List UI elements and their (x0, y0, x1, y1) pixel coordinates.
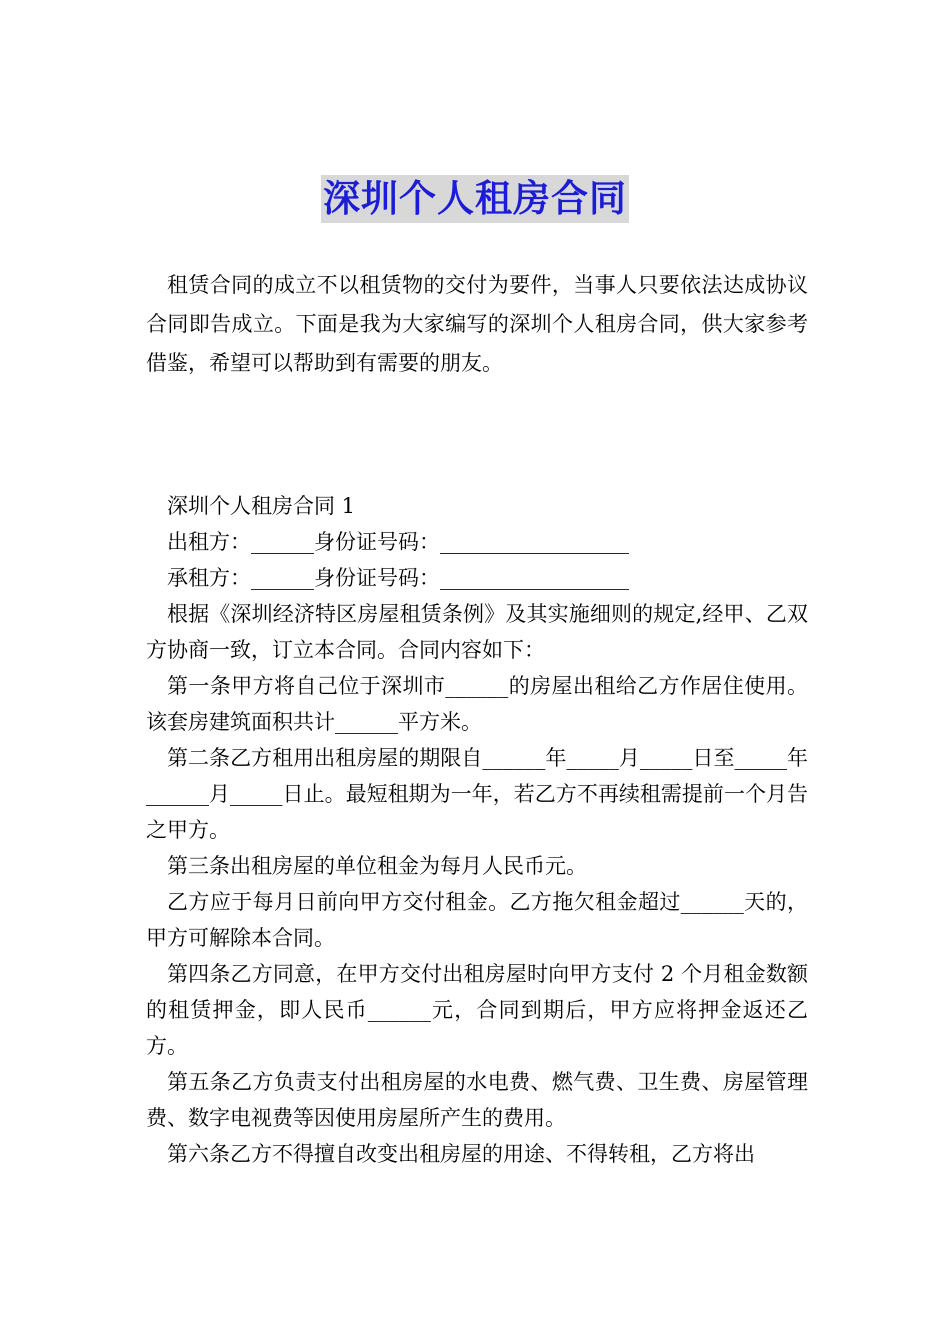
lessee-line: 承租方：______身份证号码：__________________ (167, 566, 629, 590)
article-6: 第六条乙方不得擅自改变出租房屋的用途、不得转租，乙方将出 (167, 1142, 755, 1166)
title-container (0, 175, 950, 223)
lessor-line: 出租方：______身份证号码：__________________ (167, 530, 629, 554)
article-4: 第四条乙方同意，在甲方交付出租房屋时向甲方支付 2 个月租金数额的租赁押金，即人民币______元，合同到期后，甲方应将押金返还乙方。 (146, 962, 808, 1058)
contract-heading: 深圳个人租房合同 1 (167, 494, 356, 518)
article-2: 第二条乙方租用出租房屋的期限自______年_____月_____日至_____年______月_____日止。最短租期为一年，若乙方不再续租需提前一个月告之甲方。 (146, 746, 808, 842)
article-1: 第一条甲方将自己位于深圳市______的房屋出租给乙方作居住使用。该套房建筑面积共计______平方米。 (146, 674, 808, 734)
contract-body (146, 488, 808, 1172)
document-title: 深圳个人租房合同 (321, 175, 629, 223)
article-5: 第五条乙方负责支付出租房屋的水电费、燃气费、卫生费、房屋管理费、数字电视费等因使用房屋所产生的费用。 (146, 1070, 808, 1130)
preamble-paragraph: 根据《深圳经济特区房屋租赁条例》及其实施细则的规定,经甲、乙双方协商一致，订立本合同。合同内容如下： (146, 602, 808, 662)
intro-paragraph: 租赁合同的成立不以租赁物的交付为要件，当事人只要依法达成协议合同即告成立。下面是我为大家编写的深圳个人租房合同，供大家参考借鉴，希望可以帮助到有需要的朋友。 (146, 273, 808, 375)
rent-payment-paragraph: 乙方应于每月日前向甲方交付租金。乙方拖欠租金超过______天的，甲方可解除本合同。 (146, 890, 808, 950)
article-3: 第三条出租房屋的单位租金为每月人民币元。 (167, 854, 587, 878)
